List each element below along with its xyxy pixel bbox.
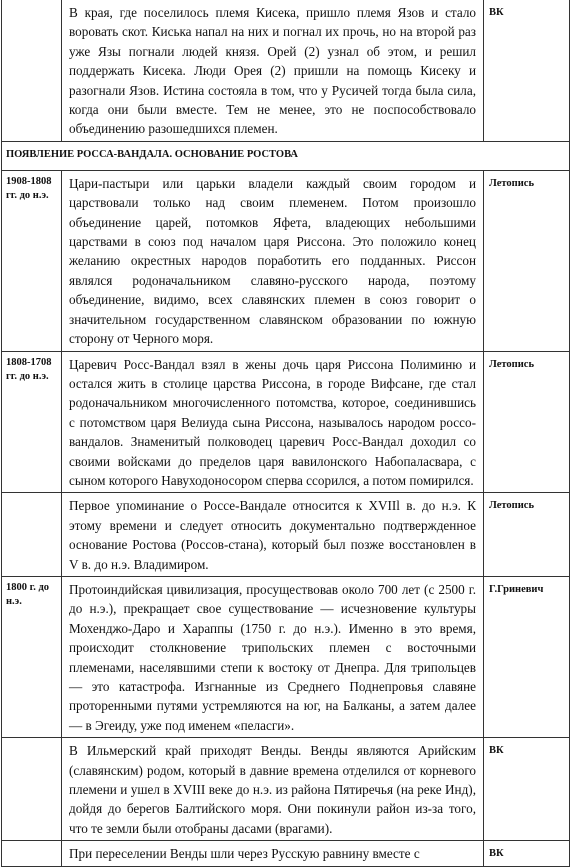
- date-cell: [2, 841, 62, 866]
- text-cell: В Ильмерский край приходят Венды. Венды являются Арийским (славянским) родом, который в давние времена отделился от корневого племени и ушел в XVIII веке до н.э. из района Пятиречья (на реке Инд), дойдя до берегов Балтийского моря. Они покинули район из-за того, что те земли были отобраны дасами (врагами).: [62, 738, 484, 841]
- section-heading: ПОЯВЛЕНИЕ РОССА-ВАНДАЛА. ОСНОВАНИЕ РОСТОВА: [2, 141, 570, 170]
- text-cell: Протоиндийская цивилизация, просуществовав около 700 лет (с 2500 г. до н.э.), прекращает свое существование — исчезновение культуры Мохенджо-Даро и Хараппы (1750 г. до н.э.). Именно в это время, происходит столкновение трипольских племен с восточными племенами, населявшими степи к востоку от Днепра. Для трипольцев — это катастрофа. Изгнанные из Среднего Поднепровья славяне проторенными путями устремляются на юг, на Балканы, а затем далее — в Эгеиду, уже под именем «пеласги».: [62, 576, 484, 737]
- date-cell: 1800 г. до н.э.: [2, 576, 62, 737]
- source-cell: ВК: [484, 0, 570, 141]
- table-row: [2, 738, 570, 841]
- date-cell: 1808-1708 гг. до н.э.: [2, 351, 62, 493]
- source-cell: Г.Гриневич: [484, 576, 570, 737]
- chronicle-table: [1, 0, 570, 867]
- source-cell: Летопись: [484, 170, 570, 351]
- table-row: [2, 351, 570, 493]
- text-cell: В края, где поселилось племя Кисека, пришло племя Язов и стало воровать скот. Киська напал на них и погнал их прочь, но на второй раз уже Язы погнали людей князя. Орей (2) узнал об этом, и решил поддержать Кисека. Люди Орея (2) пришли на помощь Кисеку и разогнали Язов. Истина состояла в том, что у Русичей тогда была сила, когда они были вместе. Тем не менее, это не поспособствовало объединению разошедшихся племен.: [62, 0, 484, 141]
- source-cell: Летопись: [484, 493, 570, 577]
- date-cell: [2, 0, 62, 141]
- source-cell: ВК: [484, 738, 570, 841]
- source-cell: ВК: [484, 841, 570, 866]
- source-cell: Летопись: [484, 351, 570, 493]
- text-cell: Цари-пастыри или царьки владели каждый своим городом и царствовали только над своим племенем. Потом произошло объединение царей, потомков Яфета, владеющих небольшими царствами в союз под началом царя Риссона. Это положило конец желанию окрестных народов поработить его подданных. Риссон являлся родоначальником славяно-русского народа, поэтому объединение, видимо, всех славянских племен в союз говорит о значительном государственном славянском образовании по южную сторону от Черного моря.: [62, 170, 484, 351]
- table-row: [2, 576, 570, 737]
- text-cell: Первое упоминание о Россе-Вандале относится к XVIIl в. до н.э. К этому времени и следует относить документально подтвержденное основание Ростова (Россов-стана), который был позже восстановлен в V в. до н.э. Владимиром.: [62, 493, 484, 577]
- text-cell: При переселении Венды шли через Русскую равнину вместе с: [62, 841, 484, 866]
- table-row: [2, 841, 570, 866]
- date-cell: [2, 493, 62, 577]
- text-cell: Царевич Росс-Вандал взял в жены дочь царя Риссона Полиминю и остался жить в столице царства Риссона, в городе Вифсане, где стал родоначальником многочисленного потомства, которое, соединившись с потомством царя Велиуда сына Риссона, называлось народом россо-вандалов. Знаменитый полководец царевич Росс-Вандал доходил со своими войсками до пределов царя вавилонского Набопаласвара, с сыном которого Навуходоносором сперва ссорился, а потом помирился.: [62, 351, 484, 493]
- date-cell: [2, 738, 62, 841]
- table-row: [2, 493, 570, 577]
- table-row: [2, 0, 570, 141]
- section-heading-row: [2, 141, 570, 170]
- table-row: [2, 170, 570, 351]
- date-cell: 1908-1808 гг. до н.э.: [2, 170, 62, 351]
